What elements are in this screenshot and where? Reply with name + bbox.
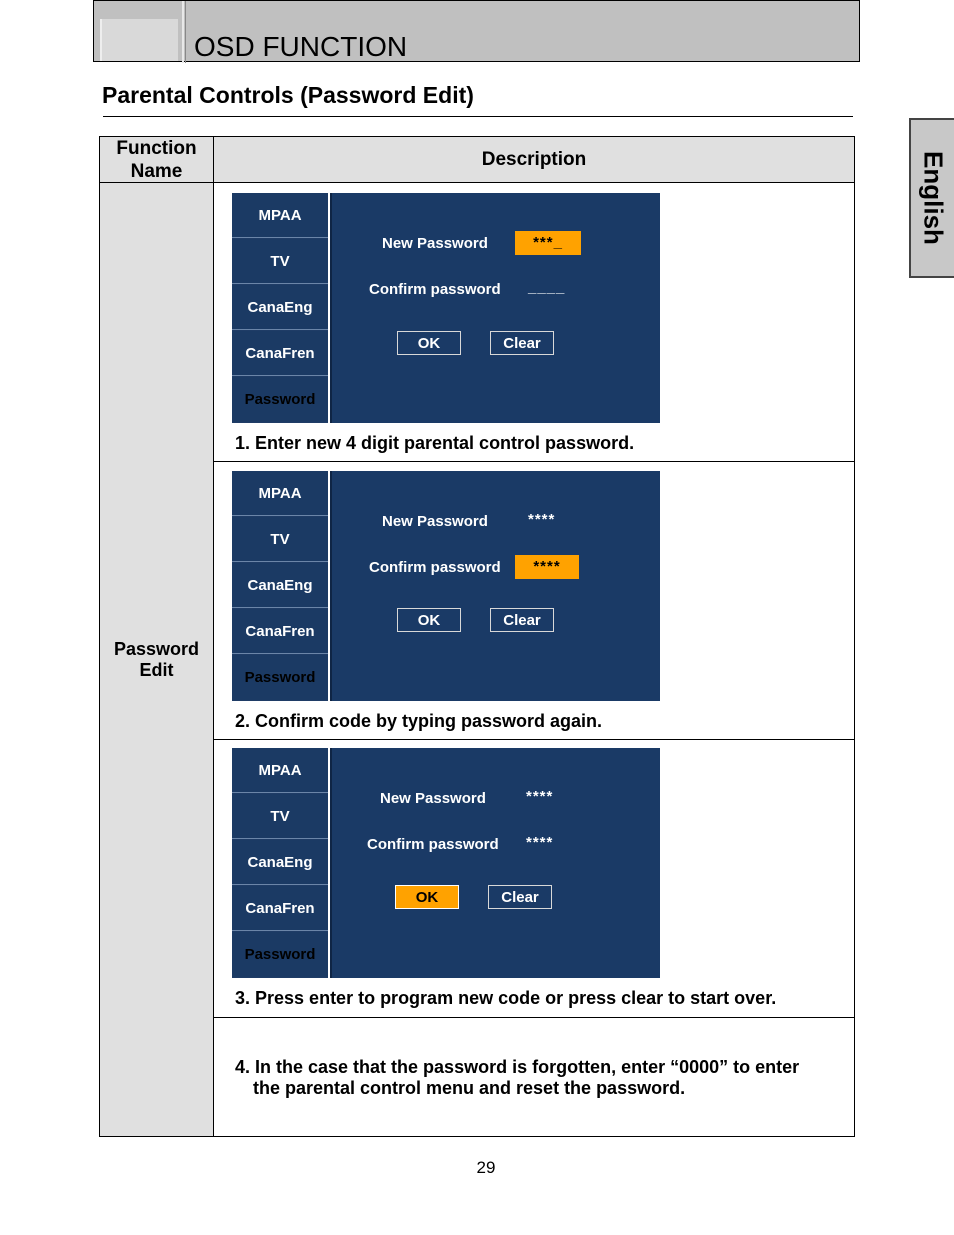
menu-item-mpaa: MPAA [232,748,328,793]
menu-item-tv: TV [232,239,328,284]
menu-item-canafren: CanaFren [232,331,328,376]
new-password-label: New Password [380,790,486,807]
menu-item-canaeng: CanaEng [232,563,328,608]
title-rule [103,116,853,117]
osd-menu [232,471,328,701]
menu-item-mpaa: MPAA [232,193,328,238]
language-tab [909,118,954,278]
header-tab-decoration [100,19,178,61]
section-title: OSD FUNCTION [194,31,408,62]
osd-panel [330,471,660,701]
menu-item-canaeng: CanaEng [232,840,328,885]
osd-screenshot-1 [232,193,658,423]
osd-menu [232,193,328,423]
section-header [93,0,860,62]
function-name-cell [100,183,214,1136]
step-cell-3 [214,740,854,1018]
step-caption-4-line2: the parental control menu and reset the password. [253,1078,686,1098]
osd-screenshot-2 [232,471,658,701]
header-divider [182,1,184,63]
menu-item-password: Password [232,932,328,977]
menu-item-canafren: CanaFren [232,609,328,654]
clear-button: Clear [490,608,554,632]
menu-item-mpaa: MPAA [232,471,328,516]
clear-button: Clear [490,331,554,355]
confirm-password-value: **** [526,834,554,851]
menu-item-tv: TV [232,794,328,839]
ok-button: OK [397,331,461,355]
confirm-password-label: Confirm password [369,559,501,576]
osd-panel [330,748,660,978]
column-header-function [100,137,214,183]
step-caption-3: 3. Press enter to program new code or press clear to start over. [235,988,777,1008]
new-password-value: ***_ [515,231,581,255]
menu-item-password: Password [232,655,328,700]
ok-button: OK [395,885,459,909]
page-title: Parental Controls (Password Edit) [102,82,474,108]
menu-item-canafren: CanaFren [232,886,328,931]
confirm-password-label: Confirm password [369,281,501,298]
osd-menu [232,748,328,978]
function-name: Password Edit [113,638,200,680]
confirm-password-value: **** [515,555,579,579]
step-cell-2 [214,462,854,740]
new-password-label: New Password [382,513,488,530]
step-cell-4 [214,1018,854,1136]
column-header-description: Description [214,137,854,183]
function-table [99,136,855,1137]
confirm-password-value: ____ [528,279,566,296]
page-number: 29 [476,1158,496,1177]
language-tab-label: English [918,151,948,245]
osd-panel [330,193,660,423]
new-password-value: **** [528,511,556,528]
confirm-password-label: Confirm password [367,836,499,853]
menu-item-password: Password [232,377,328,422]
new-password-label: New Password [382,235,488,252]
column-header-function-label: Function Name [116,137,197,182]
step-caption-2: 2. Confirm code by typing password again. [235,711,603,731]
step-cell-1 [214,183,854,462]
header-divider-shadow [185,1,186,63]
menu-item-canaeng: CanaEng [232,285,328,330]
step-caption-1: 1. Enter new 4 digit parental control password. [235,433,635,453]
step-caption-4-line1: 4. In the case that the password is forgotten, enter “0000” to enter [235,1057,800,1077]
new-password-value: **** [526,788,554,805]
clear-button: Clear [488,885,552,909]
ok-button: OK [397,608,461,632]
menu-item-tv: TV [232,517,328,562]
osd-screenshot-3 [232,748,658,978]
